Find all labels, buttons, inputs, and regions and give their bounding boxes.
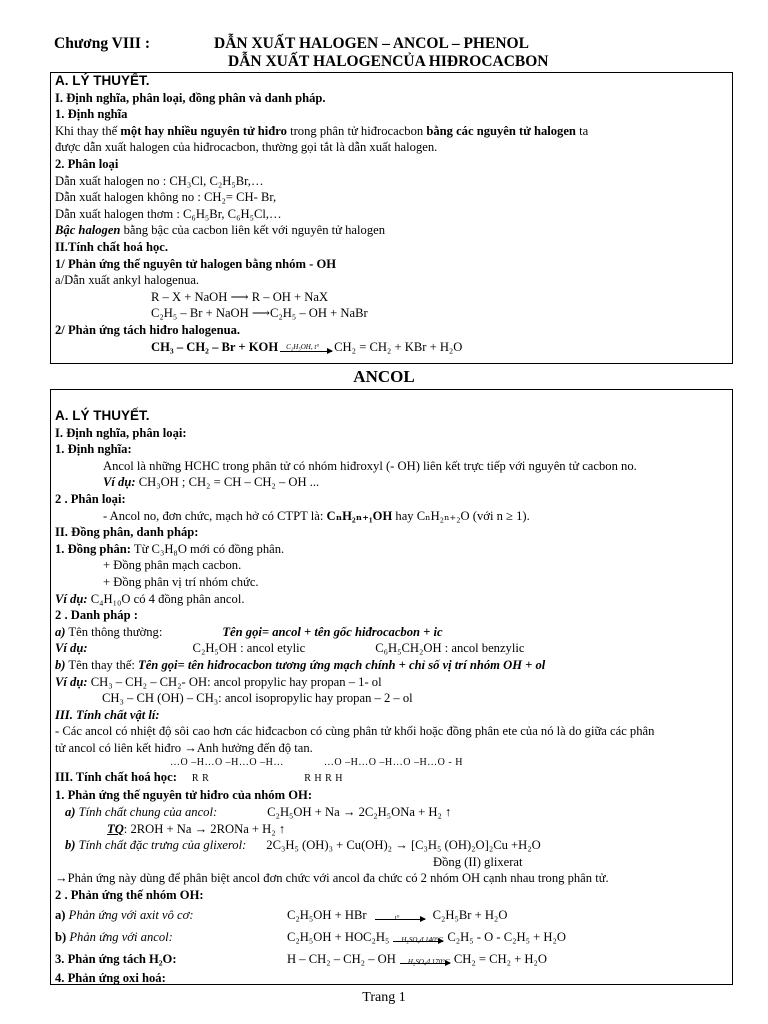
- arrow-icon: C₂H₅OH, t°: [280, 344, 332, 352]
- reaction-1-title: 1/ Phản ứng thế nguyên tử halogen bằng nhóm - OH: [55, 256, 337, 271]
- section-title: 1. Phản ứng thế nguyên tử hiđro của nhóm OH:: [55, 788, 313, 803]
- theory-heading: A. LÝ THUYẾT.: [55, 408, 150, 423]
- reaction-line: b) Tính chất đặc trưng của glixerol: 2C₃H₅ (OH)₃ + Cu(OH)₂ → [C₃H₅ (OH)₂O]₂Cu +H₂O: [65, 838, 541, 853]
- reaction-line: a) Phản ứng với axit vô cơ: C₂H₅OH + HBr t° C₂H₅Br + H₂O: [55, 907, 508, 922]
- arrow-icon: H₂SO₄đ 140°C: [393, 934, 443, 942]
- section-title: I. Định nghĩa, phân loại:: [55, 425, 187, 440]
- classification-item: Dẫn xuất halogen không no : CH₂= CH- Br,: [55, 190, 277, 205]
- theory-heading: A. LÝ THUYẾT.: [55, 73, 150, 88]
- section-title: III. Tính chất vật lí:: [55, 707, 160, 722]
- classification-title: 2. Phân loại: [55, 156, 119, 171]
- reaction-line: TQ: 2ROH + Na → 2RONa + H₂ ↑: [107, 821, 286, 836]
- formula-line: - Ancol no, đơn chức, mạch hở có CTPT là: CₙH₂ₙ₊₁OH hay CₙH₂ₙ₊₂O (với n ≥ 1).: [103, 508, 530, 523]
- classification-item: Dẫn xuất halogen thơm : C₆H₅Br, C₆H₅Cl,…: [55, 206, 282, 221]
- text-line: Ancol là những HCHC trong phân tử có nhóm hiđroxyl (- OH) liên kết trực tiếp với nguyên tử cacbon no.: [103, 458, 637, 473]
- text-line: tử ancol có liên kết hiđro →Anh hưởng đến độ tan.: [55, 740, 313, 755]
- example-line: Ví dụ: CH₃ – CH₂ – CH₂- OH: ancol propylic hay propan – 1- ol: [55, 674, 382, 689]
- chapter-title: DẪN XUẤT HALOGEN – ANCOL – PHENOL: [214, 35, 529, 52]
- arrow-icon: H₂SO₄đ 170°C: [400, 956, 450, 964]
- example-line: Ví dụ: C₄H₁₀O có 4 đồng phân ancol.: [55, 591, 245, 606]
- reaction-line: b) Phản ứng với ancol: C₂H₅OH + HOC₂H₅ H₂SO₄đ 140°C C₂H₅ - O - C₂H₅ + H₂O: [55, 929, 566, 944]
- text-line: - Các ancol có nhiệt độ sôi cao hơn các hiđcacbon có cùng phân tử khối hoặc đồng phân ete của nó là do giữa các phân: [55, 724, 655, 739]
- page-number: Trang 1: [362, 990, 406, 1005]
- text-line: + Đồng phân vị trí nhóm chức.: [103, 574, 259, 589]
- chapter-header: [54, 35, 744, 71]
- reaction-2-title: 2/ Phản ứng tách hiđro halogenua.: [55, 322, 241, 337]
- example-line: CH₃ – CH (OH) – CH₃: ancol isopropylic hay propan – 2 – ol: [102, 691, 413, 706]
- ancol-theory-box: [50, 389, 733, 985]
- example-line: Ví dụ: C₂H₅OH : ancol etylic C₆H₅CH₂OH : ancol benzylic: [55, 641, 525, 656]
- section-title: 2 . Phản ứng thế nhóm OH:: [55, 888, 204, 903]
- classification-item: Dẫn xuất halogen no : CH₃Cl, C₂H₅Br,…: [55, 173, 264, 188]
- definition-text: Khi thay thế một hay nhiều nguyên tử hiđro trong phân tử hiđrocacbon bằng các nguyên tử halogen ta: [55, 123, 589, 138]
- text-line: →Phản ứng này dùng để phân biệt ancol đơn chức với ancol đa chức có 2 nhóm OH cạnh nhau trong phân tử.: [55, 871, 609, 886]
- section-title: II. Đồng phân, danh pháp:: [55, 525, 199, 540]
- reaction-line: 3. Phản ứng tách H₂O: H – CH₂ – CH₂ – OH H₂SO₄đ 170°C CH₂ = CH₂ + H₂O: [55, 951, 547, 966]
- arrow-icon: t°: [375, 912, 425, 920]
- chapter-label: Chương VIII :: [54, 35, 150, 52]
- naming-line: b) Tên thay thế: Tên gọi= tên hiđrocacbon tương ứng mạch chính + chỉ số vị trí nhóm OH + ol: [55, 657, 546, 672]
- product-name: Đồng (II) glixerat: [433, 854, 523, 869]
- example-line: Ví dụ: CH₃OH ; CH₂ = CH – CH₂ – OH ...: [103, 475, 320, 490]
- equation: R – X + NaOH ⟶ R – OH + NaX: [151, 289, 329, 304]
- naming-line: a) Tên thông thường: Tên gọi= ancol + tên gốc hiđrocacbon + ic: [55, 624, 443, 639]
- definition-text-2: được dẫn xuất halogen của hiđrocacbon, thường gọi tắt là dẫn xuất halogen.: [55, 140, 438, 155]
- halogen-theory-box: [50, 72, 733, 364]
- section-title: 1. Định nghĩa:: [55, 442, 132, 457]
- equation: CH₃ – CH₂ – Br + KOH C₂H₅OH, t° CH₂ = CH₂ + KBr + H₂O: [151, 339, 463, 354]
- reaction-1-sub: a/Dẫn xuất ankyl halogenua.: [55, 273, 200, 288]
- section-title: 2 . Danh pháp :: [55, 608, 138, 623]
- equation: C₂H₅ – Br + NaOH ⟶C₂H₅ – OH + NaBr: [151, 306, 368, 321]
- section-title: 4. Phản ứng oxi hoá:: [55, 970, 166, 985]
- halogen-degree: Bậc halogen bằng bậc của cacbon liên kết với nguyên tử halogen: [55, 223, 386, 238]
- ancol-title: ANCOL: [353, 367, 415, 386]
- section-title: 2 . Phân loại:: [55, 491, 126, 506]
- hydrogen-bond-diagram: …O –H…O –H…O –H… …O –H…O –H…O –H…O - H: [170, 757, 463, 769]
- section-i-title: I. Định nghĩa, phân loại, đồng phân và danh pháp.: [55, 90, 326, 105]
- isomer-line: 1. Đồng phân: Từ C₃H₈O mới có đồng phân.: [55, 541, 285, 556]
- section-title: DẪN XUẤT HALOGENCỦA HIĐROCACBON: [228, 53, 549, 70]
- section-title-row: III. Tính chất hoá học: R R R H R H: [55, 770, 344, 785]
- section-ii-title: II.Tính chất hoá học.: [55, 239, 169, 254]
- reaction-line: a) Tính chất chung của ancol: C₂H₅OH + Na → 2C₂H₅ONa + H₂ ↑: [65, 805, 452, 820]
- text-line: + Đồng phân mạch cacbon.: [103, 558, 242, 573]
- definition-title: 1. Định nghĩa: [55, 107, 128, 122]
